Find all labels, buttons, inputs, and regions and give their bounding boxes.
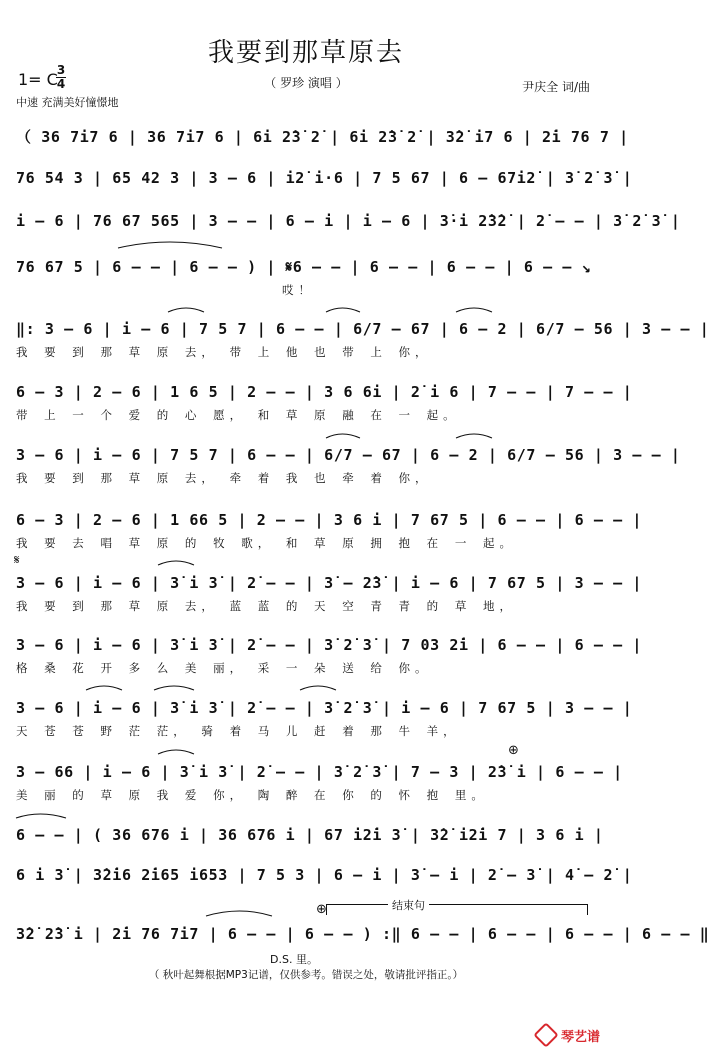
lyric-row-8: 我 要 去 唱 草 原 的 牧 歌， 和 草 原 拥 抱 在 一 起。 [16, 536, 516, 550]
tempo-marking: 中速 充满美好憧憬地 [16, 96, 119, 109]
meter-bottom: 4 [56, 77, 66, 91]
score-row-7: 3 – 6 | i – 6 | 7 5 7 | 6 – – | 6/7 – 67 | 6 – 2 | 6/7 – 56 | 3 – – | [16, 446, 681, 464]
brand-icon [533, 1022, 558, 1047]
score-row-9: 3 – 6 | i – 6 | 3̇ i 3̇ | 2̇ – – | 3̇ – 2̇3̇ | i – 6 | 7 67 5 | 3 – – | [16, 574, 642, 592]
slur [16, 814, 66, 818]
slur [158, 561, 194, 565]
score-row-10: 3 – 6 | i – 6 | 3̇ i 3̇ | 2̇ – – | 3̇ 2̇ 3̇ | 7 03 2̇i | 6 – – | 6 – – | [16, 636, 642, 654]
score-row-1: （ 36 7i7 6 | 36 7i7 6 | 6i 2̇3̇ 2̇ | 6i 2̇3̇ 2̇ | 3̇2̇ i7 6 | 2̇i 76 7 | [16, 128, 629, 146]
coda-icon-ending: ⊕ [316, 902, 327, 917]
lyric-row-11: 天 苍 苍 野 茫 茫， 骑 着 马 儿 赶 着 那 牛 羊， [16, 724, 460, 738]
score-row-14: 6 i 3̇ | 3̇2̇i6 2̇i65 i653 | 7 5 3 | 6 – i | 3̇ – i | 2̇ – 3̇ | 4̇ – 2̇ | [16, 866, 633, 884]
score-row-2: 76 54 3 | 65 42 3 | 3 – 6 | i2̇ i·6 | 7 5 67 | 6 – 67i2̇ | 3̇ 2̇ 3̇ | [16, 169, 633, 187]
slur [456, 308, 492, 312]
brand-name: 琴艺谱 [560, 1030, 600, 1045]
singer-credit: （ 罗珍 演唱 ） [264, 76, 348, 90]
segno-icon: 𝄋 [14, 553, 20, 568]
ending-label: 结束句 [388, 897, 429, 913]
ds-instruction: D.S. 里。 [270, 953, 318, 966]
brand-logo [537, 1026, 600, 1045]
slur [456, 434, 492, 438]
slur [300, 686, 336, 690]
slur [118, 242, 222, 248]
composer-credit: 尹庆全 词/曲 [522, 80, 590, 94]
song-title: 我要到那草原去 [207, 38, 404, 68]
slur [168, 308, 204, 312]
coda-icon: ⊕ [508, 743, 519, 758]
lyric-row-6: 带 上 一 个 爱 的 心 愿， 和 草 原 融 在 一 起。 [16, 408, 460, 422]
score-row-11: 3 – 6 | i – 6 | 3̇ i 3̇ | 2̇ – – | 3̇ 2̇ 3̇ | i – 6 | 7 67 5 | 3 – – | [16, 699, 633, 717]
slur [326, 308, 360, 312]
key-signature: 1= C [18, 70, 58, 89]
slur [154, 686, 194, 690]
footnote: （ 秋叶起舞根据MP3记谱，仅供参考。错误之处，敬请批评指正。） [148, 969, 464, 981]
lyric-row-4: 哎！ [282, 283, 315, 297]
score-row-8: 6 – 3 | 2 – 6 | 1 66 5 | 2 – – | 3 6 i | 7 67 5 | 6 – – | 6 – – | [16, 511, 642, 529]
lyric-row-12: 美 丽 的 草 原 我 爱 你， 陶 醉 在 你 的 怀 抱 里。 [16, 788, 488, 802]
meter-top: 3 [56, 63, 66, 77]
score-row-3: i – 6 | 76 67 565 | 3 – – | 6 – i | i – 6 | 3̇·i 2̇3̇2̇ | 2̇ – – | 3̇ 2̇ 3̇ | [16, 212, 681, 230]
score-row-6: 6 – 3 | 2 – 6 | 1 6 5 | 2 – – | 3 6 6i | 2̇ i 6 | 7 – – | 7 – – | [16, 383, 633, 401]
slur [326, 434, 360, 438]
lyric-row-7: 我 要 到 那 草 原 去， 牵 着 我 也 牵 着 你， [16, 471, 432, 485]
slur [206, 911, 272, 916]
score-row-4: 76 67 5 | 6 – – | 6 – – ) | 𝄋6 – – | 6 – – | 6 – – | 6 – – ↘ [16, 258, 592, 276]
score-row-15: 3̇2̇ 2̇3̇ i | 2̇i 76 7i7 | 6 – – | 6 – – ) :‖ 6 – – | 6 – – | 6 – – | 6 – – ‖ [16, 925, 709, 943]
lyric-row-5: 我 要 到 那 草 原 去， 带 上 他 也 带 上 你， [16, 345, 432, 359]
lyric-row-9: 我 要 到 那 草 原 去， 蓝 蓝 的 天 空 青 青 的 草 地， [16, 599, 516, 613]
score-row-5: ‖: 3 – 6 | i – 6 | 7 5 7 | 6 – – | 6/7 – 67 | 6 – 2 | 6/7 – 56 | 3 – – | [16, 320, 709, 338]
lyric-row-10: 格 桑 花 开 多 么 美 丽， 采 一 朵 送 给 你。 [16, 661, 432, 675]
score-row-13: 6 – – | ( 36 676 i | 36 676 i | 67 i2̇i 3̇ | 3̇2̇ i2̇i 7 | 3 6 i | [16, 826, 604, 844]
slur [86, 686, 122, 690]
score-row-12: 3 – 66 | i – 6 | 3̇ i 3̇ | 2̇ – – | 3̇ 2̇ 3̇ | 7 – 3 | 2̇3̇ i | 6 – – | [16, 763, 623, 781]
slur [158, 750, 194, 754]
